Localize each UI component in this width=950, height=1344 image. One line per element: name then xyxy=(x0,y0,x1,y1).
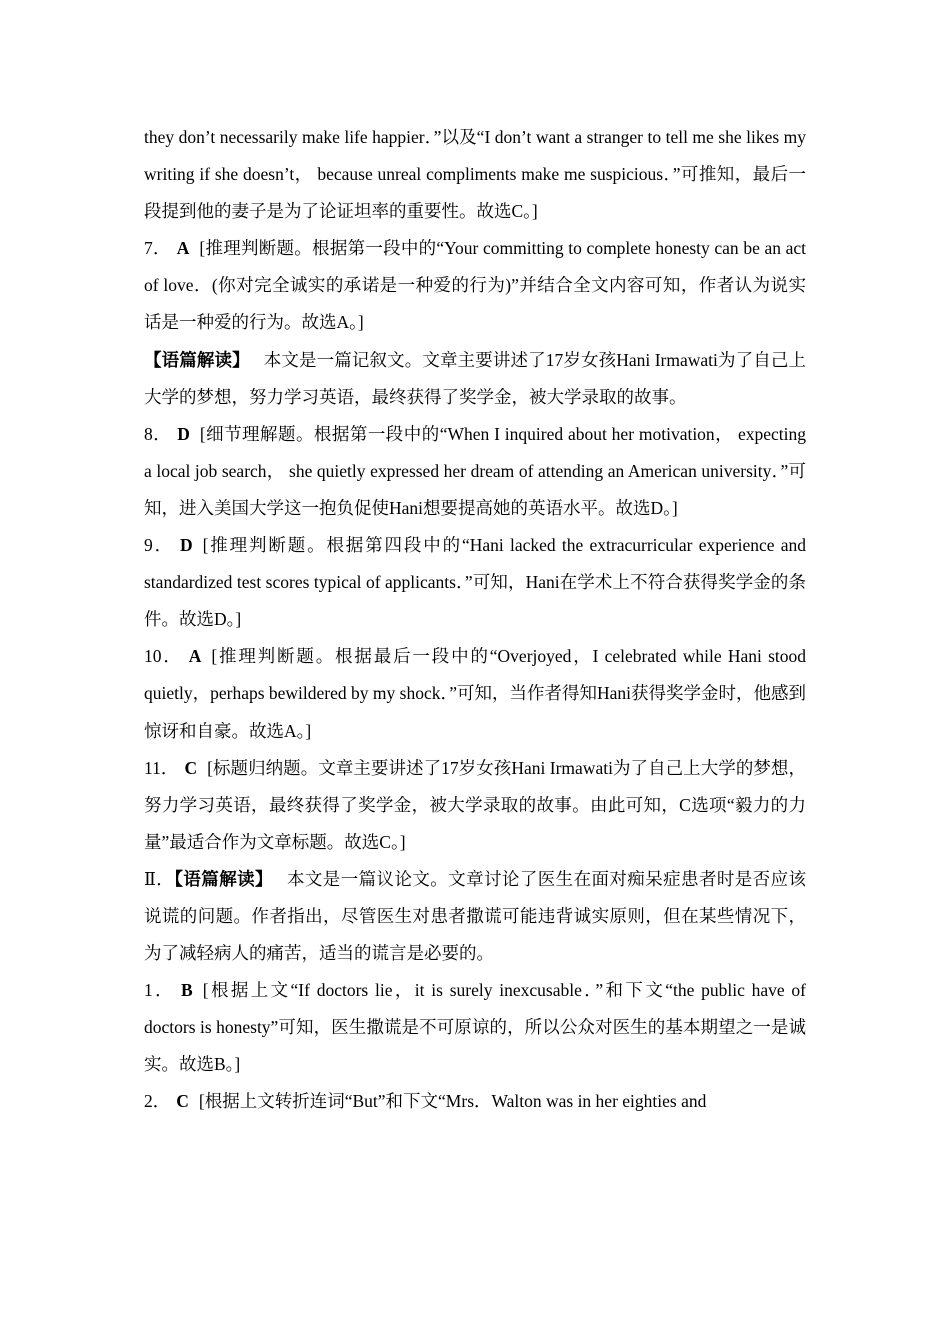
continued-paragraph xyxy=(144,119,806,230)
paragraph-text: they don’t necessarily make life happier．”以及“I don’t want a stranger to tell me she likes my writing if she doesn’t， because unreal compliments make me suspicious．”可推知，最后一段提到他的妻子是为了论证坦率的重要性。故选C。] xyxy=(144,127,806,222)
question-number: 7． xyxy=(144,238,171,259)
answer-letter: A xyxy=(176,238,190,259)
answer-letter: C xyxy=(176,1091,189,1112)
answer-item xyxy=(144,416,806,527)
answer-item xyxy=(144,527,806,638)
answer-item xyxy=(144,230,806,341)
answer-item xyxy=(144,1083,806,1120)
answer-item xyxy=(144,972,806,1083)
section-numeral: Ⅱ． xyxy=(144,868,175,889)
answer-item xyxy=(144,750,806,861)
question-number: 9． xyxy=(144,535,174,556)
explanation-text: [根据上文转折连词“But”和下文“Mrs．Walton was in her eighties and xyxy=(198,1091,707,1112)
interpretation-text: 本文是一篇记叙文。文章主要讲述了17岁女孩Hani Irmawati为了自己上大学的梦想，努力学习英语，最终获得了奖学金，被大学录取的故事。 xyxy=(144,349,807,407)
interpretation-label: 【语篇解读】 xyxy=(174,868,273,889)
question-number: 1． xyxy=(144,980,176,1001)
explanation-text: [推理判断题。根据最后一段中的“Overjoyed，I celebrated while Hani stood quietly，perhaps bewildered by my shock．”可知，当作者得知Hani获得奖学金时，他感到惊讶和自豪。故选A。] xyxy=(144,646,806,741)
passage-interpretation xyxy=(144,861,806,972)
answer-letter: A xyxy=(188,646,202,667)
explanation-text: [根据上文“If doctors lie，it is surely inexcusable．”和下文“the public have of doctors is honesty”可知，医生撒谎是不可原谅的，所以公众对医生的基本期望之一是诚实。故选B。] xyxy=(144,980,807,1075)
question-number: 11． xyxy=(144,757,179,778)
interpretation-label: 【语篇解读】 xyxy=(144,349,250,370)
explanation-text: [推理判断题。根据第一段中的“Your committing to complete honesty can be an act of love．(你对完全诚实的承诺是一种爱的行为)”并结合全文内容可知，作者认为说实话是一种爱的行为。故选A。] xyxy=(144,238,807,333)
answer-item xyxy=(144,638,806,749)
answer-letter: D xyxy=(177,423,190,444)
explanation-text: [细节理解题。根据第一段中的“When I inquired about her motivation， expecting a local job search， she quietly expressed her dream of attending an American university．”可知，进入美国大学这一抱负促使Hani想要提高她的英语水平。故选D。] xyxy=(144,423,806,518)
answer-letter: C xyxy=(184,757,198,778)
answer-explanations xyxy=(144,119,806,1121)
answer-letter: D xyxy=(179,535,193,556)
interpretation-text: 本文是一篇议论文。文章讨论了医生在面对痴呆症患者时是否应该说谎的问题。作者指出，尽管医生对患者撒谎可能违背诚实原则，但在某些情况下，为了减轻病人的痛苦，适当的谎言是必要的。 xyxy=(144,868,807,964)
explanation-text: [推理判断题。根据第四段中的“Hani lacked the extracurricular experience and standardized test scores typical of applicants．”可知，Hani在学术上不符合获得奖学金的条件。故选D。] xyxy=(144,535,806,630)
question-number: 8． xyxy=(144,423,172,444)
question-number: 2． xyxy=(144,1091,171,1112)
answer-letter: B xyxy=(181,980,193,1001)
question-number: 10． xyxy=(144,646,183,667)
explanation-text: [标题归纳题。文章主要讲述了17岁女孩Hani Irmawati为了自己上大学的梦想，努力学习英语，最终获得了奖学金，被大学录取的故事。由此可知，C选项“毅力的力量”最适合作为文章标题。故选C。] xyxy=(144,757,806,852)
passage-interpretation xyxy=(144,342,806,416)
